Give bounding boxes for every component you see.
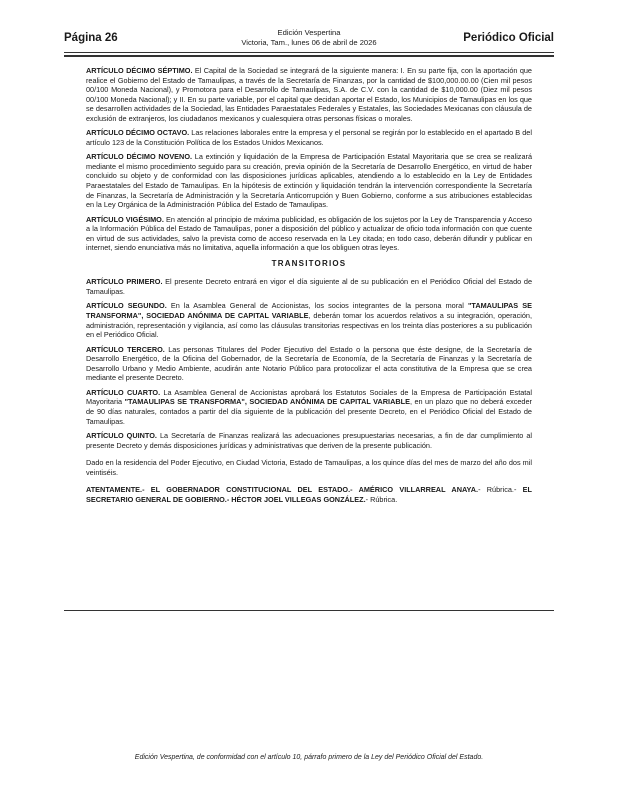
publication-name: Periódico Oficial — [463, 32, 554, 44]
article-text: , en un plazo que no deberá exceder de 90 días naturales, contados a partir del día siguiente de la publicación del presente Decreto, en el Periódico Oficial del Estado de Tamaulipas. — [86, 397, 532, 426]
article-text: La Asamblea General de Accionistas aprobará los Estatutos Sociales de la Empresa de Participación Estatal Mayoritaria — [86, 387, 532, 407]
article-title: ARTÍCULO CUARTO. — [86, 387, 161, 397]
edition-label: Edición Vespertina — [277, 28, 341, 37]
rubrica-label: - Rúbrica.- — [478, 485, 517, 495]
article-title: ARTÍCULO DÉCIMO NOVENO. — [86, 152, 193, 162]
article-paragraph — [86, 128, 532, 147]
transitorio-quinto — [86, 431, 532, 450]
page-header — [64, 30, 554, 54]
article-paragraph — [86, 66, 532, 123]
transitorio-cuarto — [86, 388, 532, 426]
article-text: En atención al principio de máxima publicidad, es obligación de los sujetos por la Ley de Transparencia y Acceso a la Información Pública del Estado de Tamaulipas, poner a disposición del público y actualizar de oficio toda información con que cuente en virtud de sus actividades, salvo la prevista como de acceso reservada en la Ley citada; en todo caso, deberán difundir y publicar en internet, siendo enunciativa más no limitativa, aquella información a que los obliguen otras leyes. — [86, 214, 532, 253]
transitorio-segundo — [86, 301, 532, 339]
signature-governor: ATENTAMENTE.- EL GOBERNADOR CONSTITUCIONAL DEL ESTADO.- AMÉRICO VILLARREAL ANAYA. — [86, 485, 479, 495]
place-date: Victoria, Tam., lunes 06 de abril de 2026 — [241, 38, 377, 47]
article-title: ARTÍCULO SEGUNDO. — [86, 301, 167, 311]
article-title: ARTÍCULO VIGÉSIMO. — [86, 214, 164, 224]
header-rule-thin — [64, 52, 554, 53]
article-title: ARTÍCULO PRIMERO. — [86, 277, 163, 287]
signature-secretary: EL SECRETARIO GENERAL DE GOBIERNO.- HÉCTOR JOEL VILLEGAS GONZÁLEZ. — [86, 485, 533, 504]
article-text: En la Asamblea General de Accionistas, los socios integrantes de la persona moral — [166, 301, 468, 311]
article-title: ARTÍCULO DÉCIMO OCTAVO. — [86, 128, 190, 138]
signature-block — [86, 485, 532, 504]
transitorio-primero — [86, 277, 532, 296]
article-text: El Capital de la Sociedad se integrará de la siguiente manera: I. En su parte fija, con la aportación que realice el Gobierno del Estado de Tamaulipas, a través de la Secretaría de Finanzas, por la cantidad de $100,000.00.00 (Cien mil pesos 00/100 Moneda Nacional), y Promotora para el Desarrollo de Tamaulipas, S.A. de C.V. con la cantidad de $10,000.00 (Diez mil pesos 00/100 Moneda Nacional); y II. En su parte variable, por el capital que decidan aportar el Estado, los Municipios de Tamaulipas en los que se desarrollen actividades de la Sociedad, las Entidades Paraestatales Federales y Estatales, las Sociedades Mexicanas con cláusula de exclusión de extranjeros, los ciudadanos mexicanos y cualesquiera otras personas físicas o morales. — [86, 66, 532, 123]
article-title: ARTÍCULO DÉCIMO SÉPTIMO. — [86, 66, 193, 75]
article-title: ARTÍCULO TERCERO. — [86, 344, 165, 354]
document-body — [86, 66, 532, 509]
transitorios-heading: TRANSITORIOS — [271, 258, 347, 268]
page-number: Página 26 — [64, 32, 118, 44]
signature-rule — [64, 610, 554, 611]
article-text: El presente Decreto entrará en vigor el día siguiente al de su publicación en el Periódico Oficial del Estado de Tamaulipas. — [86, 277, 532, 296]
company-name: "TAMAULIPAS SE TRANSFORMA", SOCIEDAD ANÓNIMA DE CAPITAL VARIABLE — [124, 397, 410, 407]
article-text: La extinción y liquidación de la Empresa de Participación Estatal Mayoritaria que se crea se realizará mediante el mismo procedimiento seguido para su creación, previa opinión de la Secretaría de Desarrollo Energético, en virtud de haber concluido su objeto y de conformidad con las disposiciones jurídicas aplicables, atendiendo a lo establecido en la Ley de Entidades Paraestatales del Estado de Tamaulipas. En la hipótesis de extinción y liquidación tendrán la intervención correspondiente la Secretaría de Finanzas, la Secretaría de Administración y la Secretaría Anticorrupción y Buen Gobierno, conforme a sus atribuciones establecidas en la Ley Orgánica de la Administración Pública del Estado de Tamaulipas. — [86, 152, 533, 210]
article-text: Las relaciones laborales entre la empresa y el personal se regirán por lo establecido en el apartado B del artículo 123 de la Constitución Política de los Estados Unidos Mexicanos. — [86, 128, 532, 147]
article-paragraph — [86, 152, 532, 209]
rubrica-label: - Rúbrica. — [365, 494, 398, 504]
page-footer: Edición Vespertina, de conformidad con el artículo 10, párrafo primero de la Ley del Periódico Oficial del Estado. — [134, 754, 484, 761]
closing-paragraph: Dado en la residencia del Poder Ejecutivo, en Ciudad Victoria, Estado de Tamaulipas, a los quince días del mes de marzo del año dos mil veintiséis. — [86, 458, 532, 477]
transitorio-tercero — [86, 345, 532, 383]
article-text: Las personas Titulares del Poder Ejecutivo del Estado o la persona que éste designe, de la Secretaría de Desarrollo Energético, de la Oficina del Gobernador, de la Secretaría de Economía, de la Secretaría de Finanzas y la Secretaría de Desarrollo Urbano y Medio Ambiente, acudirán ante Notario Público para protocolizar el acta constitutiva de la Empresa que se crea mediante el presente Decreto. — [86, 344, 532, 383]
article-paragraph — [86, 215, 532, 253]
article-text: , deberán tomar los acuerdos relativos a su integración, operación, administración, representación y vigilancia, así como las cláusulas transitorias respectivas en los treinta días posteriores a su publicación en el Periódico Oficial. — [86, 311, 532, 340]
company-name: "TAMAULIPAS SE TRANSFORMA", SOCIEDAD ANÓNIMA DE CAPITAL VARIABLE — [86, 301, 532, 321]
article-text: La Secretaría de Finanzas realizará las adecuaciones presupuestarias necesarias, a fin de dar cumplimiento al presente Decreto y demás disposiciones jurídicas y administrativas que deriven de la presente publicación. — [86, 431, 532, 450]
article-title: ARTÍCULO QUINTO. — [86, 431, 157, 441]
header-rule-thick — [64, 55, 554, 57]
